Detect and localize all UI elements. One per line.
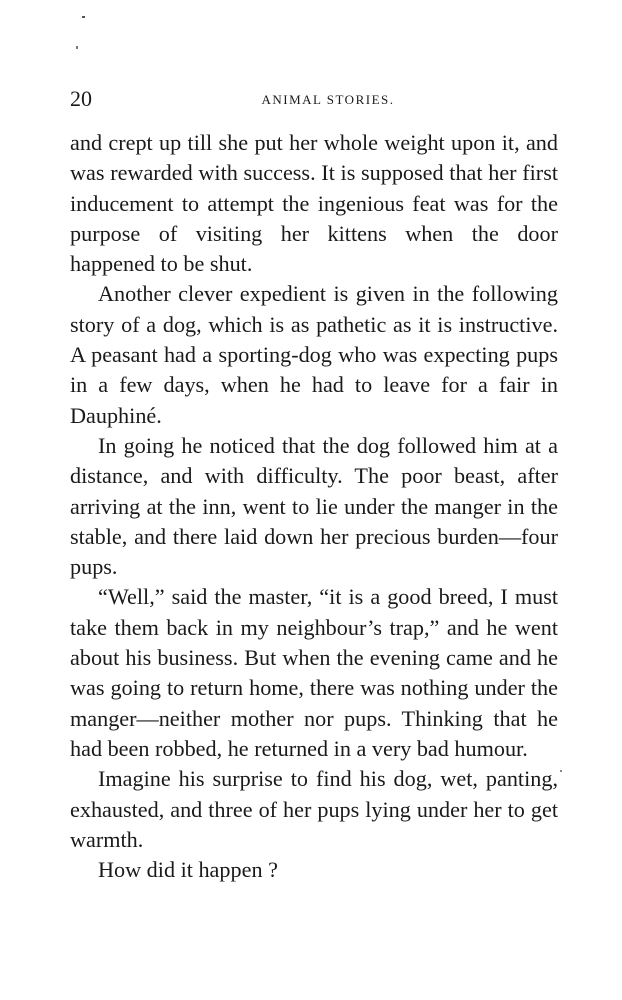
paragraph: How did it happen ? xyxy=(98,857,278,883)
running-head: ANIMAL STORIES. xyxy=(261,92,395,107)
page-number: 20 xyxy=(70,86,92,111)
paragraph: “Well,” said the master, “it is a good breed, I must take them back in my neighbour’s trap,” and he went about his business. But when the evening came and he was going to return home, there was nothing under the manger—neither mother nor pups. Thinking that he had been robbed, he returned in a very bad humour. xyxy=(70,584,558,761)
paragraph: Another clever expedient is given in the following story of a dog, which is as pathetic as it is instructive. A peasant had a sporting-dog who was expecting pups in a few days, when he had to leave for a fair in Dauphiné. xyxy=(70,281,558,428)
page-header xyxy=(70,86,556,114)
body-text xyxy=(70,128,558,885)
paragraph: In going he noticed that the dog followed him at a distance, and with difficulty. The poor beast, after arriving at the inn, went to lie under the manger in the stable, and there laid down her precious burden—four pups. xyxy=(70,432,558,580)
paragraph: Imagine his surprise to find his dog, wet, panting, exhausted, and three of her pups lying under her to get warmth. xyxy=(70,766,558,852)
paragraph: and crept up till she put her whole weight upon it, and was rewarded with success. It is supposed that her first inducement to attempt the ingenious feat was for the purpose of visiting her kittens when the door happened to be shut. xyxy=(70,130,558,277)
